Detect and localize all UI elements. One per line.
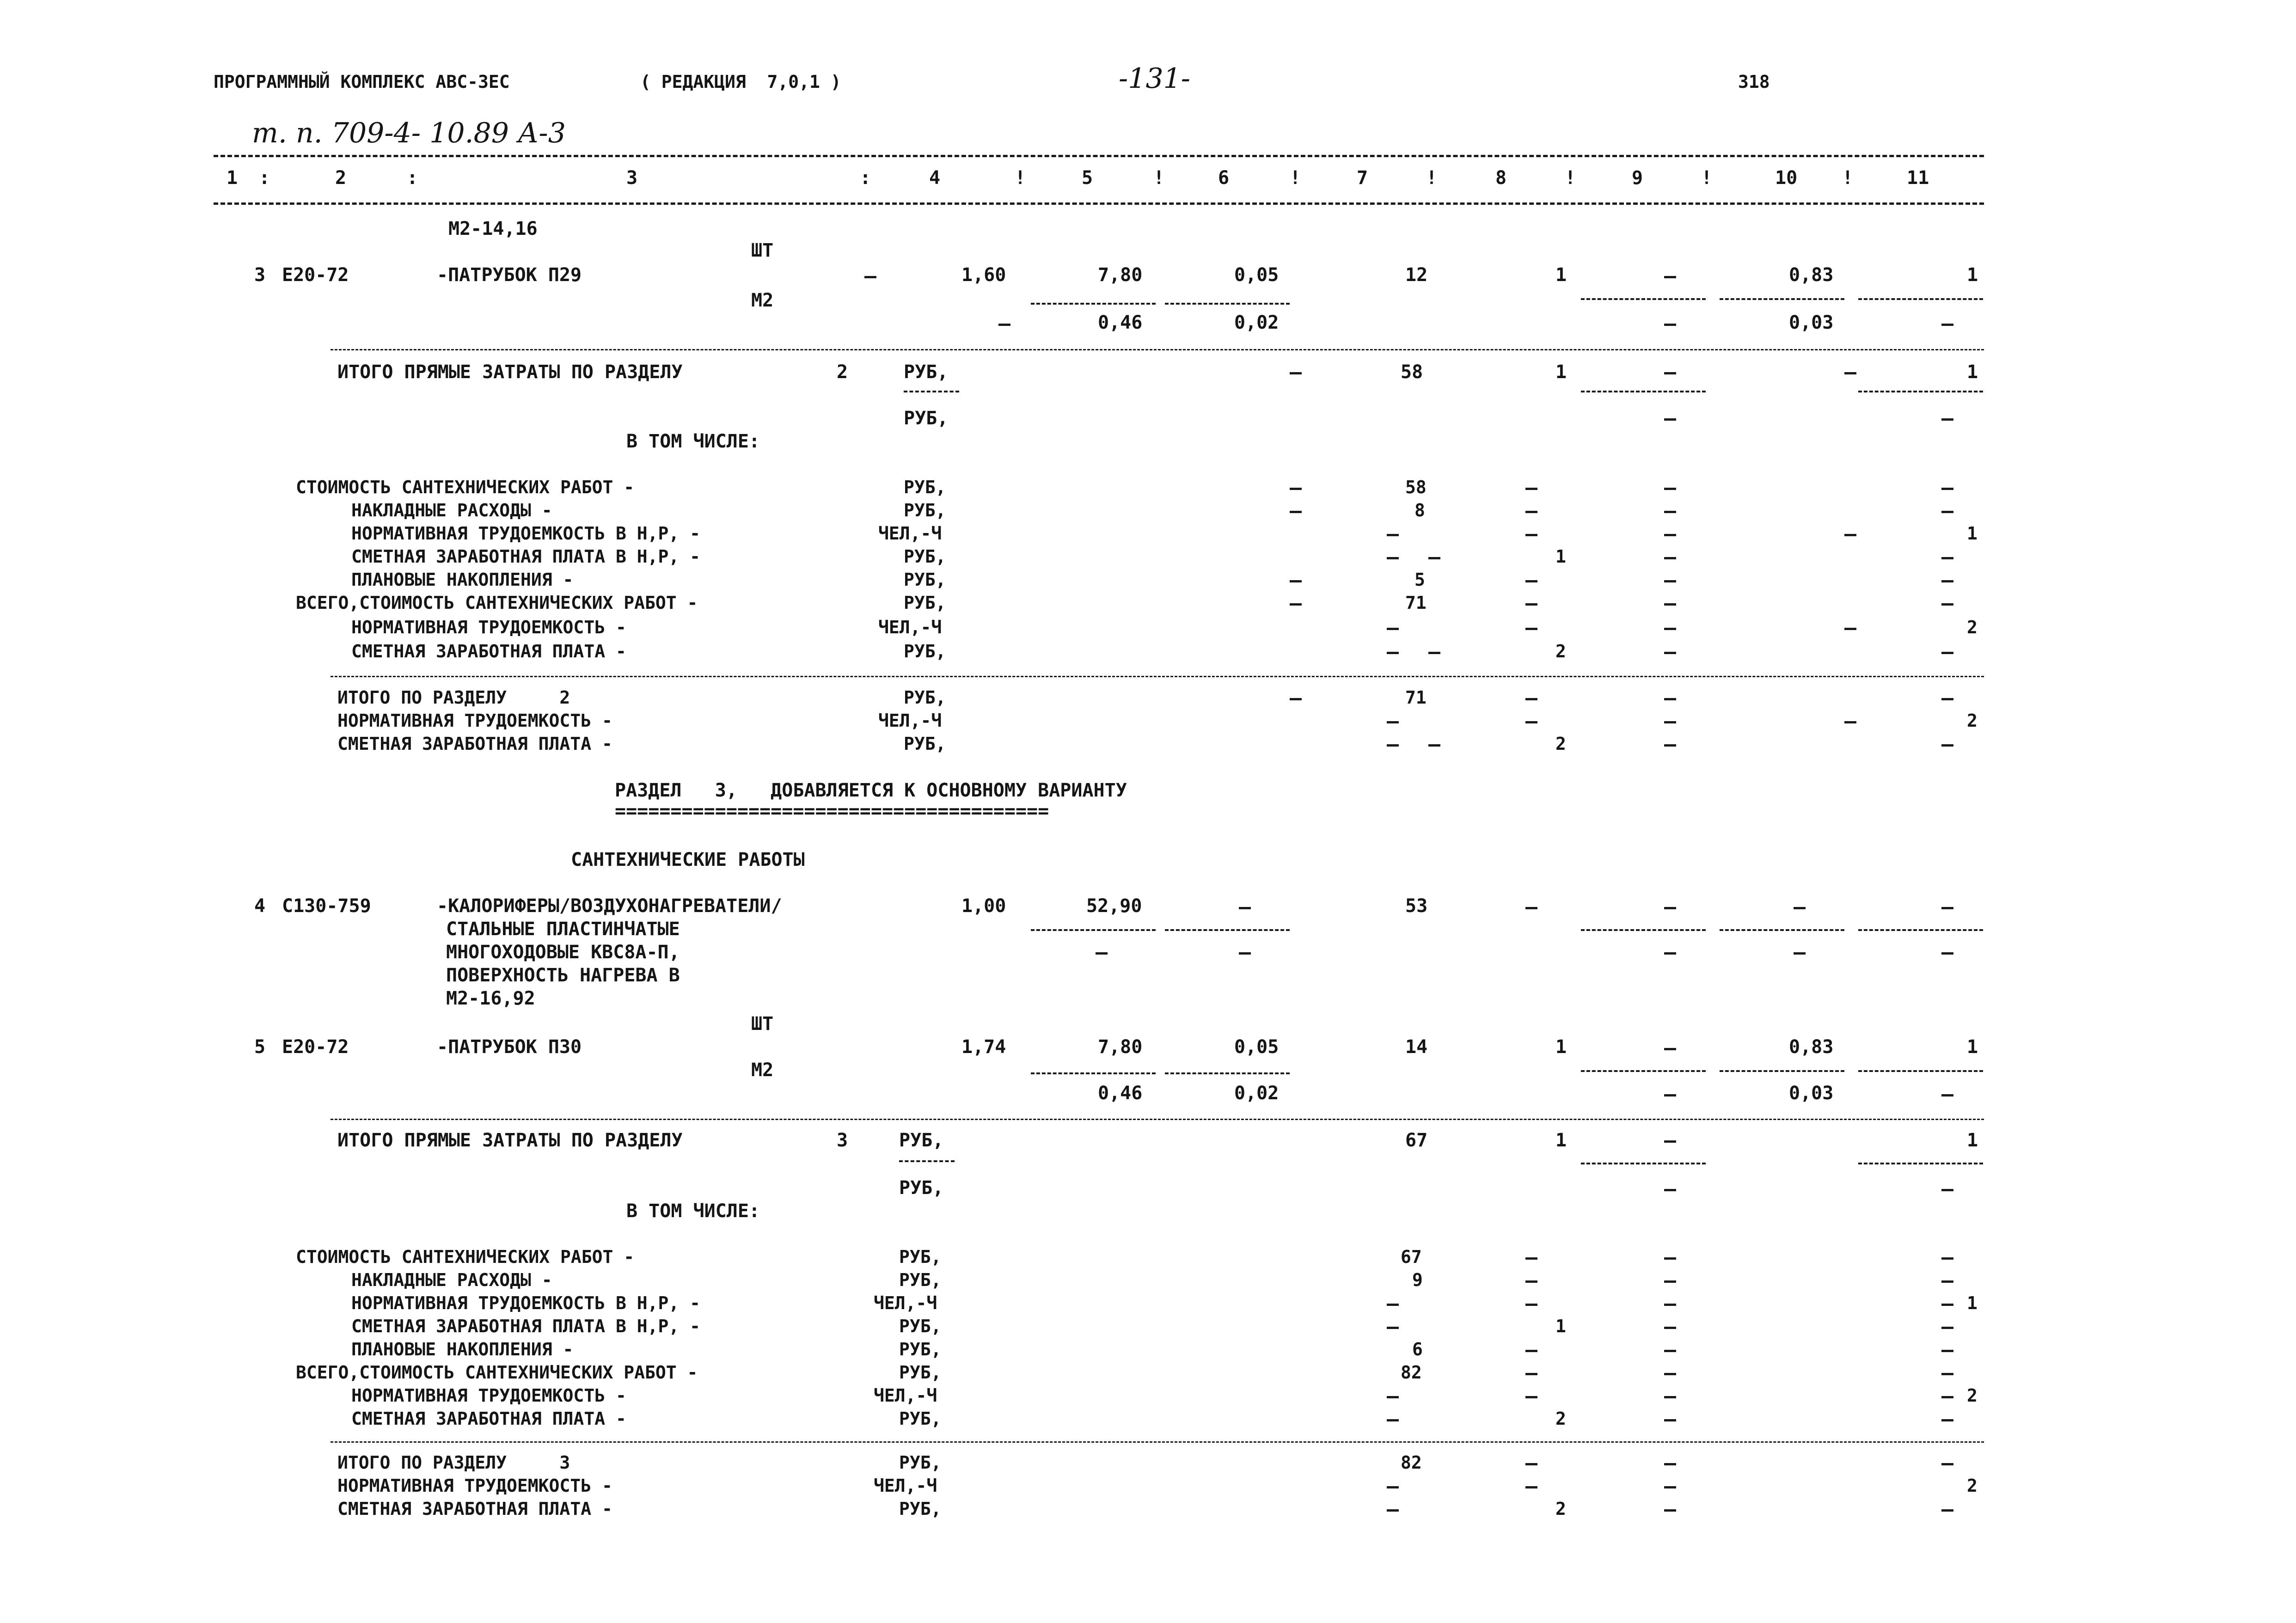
empty-dash — [1290, 372, 1302, 374]
unit-label: РУБ, — [899, 1499, 942, 1519]
col-sep: : — [407, 167, 418, 189]
col-header-10: 10 — [1775, 167, 1798, 189]
empty-dash — [1525, 698, 1537, 700]
cell-price: 7,80 — [1098, 264, 1143, 286]
cell-col8: 2 — [1555, 1499, 1566, 1519]
empty-dash — [1664, 534, 1676, 536]
empty-dash — [1525, 1463, 1537, 1465]
empty-dash — [1290, 698, 1302, 700]
unit-label: РУБ, — [899, 1130, 944, 1151]
breakdown-label: СМЕТНАЯ ЗАРАБОТНАЯ ПЛАТА - — [351, 641, 626, 661]
cell-wage: 0,05 — [1234, 264, 1279, 286]
unit-label: РУБ, — [899, 1270, 942, 1290]
cell-col8: 1 — [1555, 546, 1566, 567]
cell-col11: 2 — [1967, 710, 1978, 731]
empty-dash — [1664, 1189, 1676, 1191]
empty-dash — [1664, 1304, 1676, 1306]
section-rule — [331, 676, 1984, 677]
row5-unit-m2: М2 — [751, 1060, 774, 1081]
cell-col11: 2 — [1967, 1476, 1978, 1496]
cell-total: 67 — [1405, 1130, 1428, 1151]
program-title: ПРОГРАММНЫЙ КОМПЛЕКС АВС-ЗЕС — [214, 72, 510, 92]
row-description: МНОГОХОДОВЫЕ КВС8А-П, — [446, 942, 680, 963]
unit-label: РУБ, — [904, 408, 949, 429]
empty-dash — [1941, 580, 1953, 582]
breakdown-label: НОРМАТИВНАЯ ТРУДОЕМКОСТЬ В Н,Р, - — [351, 523, 700, 544]
unit-label: РУБ, — [904, 687, 946, 708]
empty-dash — [1941, 1327, 1953, 1329]
empty-dash — [1525, 721, 1537, 723]
cell-total: 14 — [1405, 1036, 1428, 1058]
cell-quantity: 1,74 — [961, 1036, 1006, 1058]
unit-label: РУБ, — [904, 500, 946, 521]
empty-dash — [1664, 1373, 1676, 1375]
cell-col8: 1 — [1555, 1316, 1566, 1336]
unit-label: РУБ, — [904, 593, 946, 613]
empty-dash — [1664, 324, 1676, 326]
subsection-heading: САНТЕХНИЧЕСКИЕ РАБОТЫ — [571, 849, 805, 870]
section-number: 2 — [837, 361, 848, 383]
sub-rule — [1720, 929, 1844, 931]
col-sep: ! — [1842, 167, 1854, 189]
row3-unit-m2: М2 — [751, 290, 774, 311]
empty-dash — [1941, 1350, 1953, 1352]
empty-dash — [1941, 511, 1953, 513]
empty-dash — [1941, 324, 1953, 326]
empty-dash — [998, 324, 1010, 326]
cell-total: 9 — [1412, 1270, 1423, 1290]
unit-label: РУБ, — [904, 361, 949, 383]
empty-dash — [1525, 1280, 1537, 1283]
sub-rule — [904, 391, 959, 392]
empty-dash — [1290, 511, 1302, 513]
sub-rule — [1581, 391, 1706, 392]
cell-total: 6 — [1412, 1339, 1423, 1360]
totals-label: СМЕТНАЯ ЗАРАБОТНАЯ ПЛАТА - — [337, 1499, 612, 1519]
cell-total: 12 — [1405, 264, 1428, 286]
subheading-including: В ТОМ ЧИСЛЕ: — [626, 431, 760, 452]
section-3-title: РАЗДЕЛ 3, ДОБАВЛЯЕТСЯ К ОСНОВНОМУ ВАРИАНТУ — [615, 780, 1127, 801]
row3-unit-area: М2-14,16 — [448, 218, 538, 239]
cell-col8: 1 — [1555, 1130, 1567, 1151]
cell-price: 52,90 — [1086, 895, 1142, 917]
sub-rule — [1858, 1070, 1983, 1072]
totals-label: ИТОГО ПО РАЗДЕЛУ 2 — [337, 687, 570, 708]
cell-wage: 0,05 — [1234, 1036, 1279, 1058]
row-description: ПОВЕРХНОСТЬ НАГРЕВА В — [446, 965, 680, 986]
empty-dash — [1941, 1189, 1953, 1191]
empty-dash — [1525, 628, 1537, 630]
empty-dash — [1664, 721, 1676, 723]
cell-col8: 2 — [1555, 641, 1566, 661]
empty-dash — [1525, 511, 1537, 513]
col-header-4: 4 — [929, 167, 941, 189]
unit-label: РУБ, — [899, 1247, 942, 1267]
empty-dash — [1941, 1396, 1953, 1398]
empty-dash — [1387, 557, 1399, 559]
row3-unit-sht: ШТ — [751, 240, 774, 261]
empty-dash — [1941, 603, 1953, 606]
empty-dash — [1664, 1463, 1676, 1465]
col-header-5: 5 — [1082, 167, 1093, 189]
empty-dash — [1941, 488, 1953, 490]
edition-label: ( РЕДАКЦИЯ 7,0,1 ) — [640, 72, 841, 92]
empty-dash — [1664, 1094, 1676, 1096]
col-header-9: 9 — [1632, 167, 1643, 189]
breakdown-label: НАКЛАДНЫЕ РАСХОДЫ - — [351, 1270, 552, 1290]
cell-total: 82 — [1401, 1362, 1422, 1383]
row-description: -КАЛОРИФЕРЫ/ВОЗДУХОНАГРЕВАТЕЛИ/ — [437, 895, 782, 917]
row-code: С130-759 — [282, 895, 371, 917]
col-header-8: 8 — [1495, 167, 1507, 189]
empty-dash — [1525, 1486, 1537, 1488]
empty-dash — [1664, 1048, 1676, 1050]
empty-dash — [1239, 907, 1251, 909]
empty-dash — [1387, 721, 1399, 723]
subheading-including: В ТОМ ЧИСЛЕ: — [626, 1200, 760, 1222]
col-sep: : — [860, 167, 871, 189]
empty-dash — [1525, 1257, 1537, 1260]
unit-label: ЧЕЛ,-Ч — [874, 1385, 937, 1406]
empty-dash — [1387, 744, 1399, 747]
header-bottom-rule — [214, 202, 1984, 205]
handwritten-page-number: -131- — [1119, 62, 1191, 95]
breakdown-label: НОРМАТИВНАЯ ТРУДОЕМКОСТЬ - — [351, 617, 626, 637]
sub-rule — [1858, 929, 1983, 931]
empty-dash — [1844, 534, 1856, 536]
unit-label: РУБ, — [899, 1316, 942, 1336]
empty-dash — [1428, 744, 1440, 747]
empty-dash — [1844, 721, 1856, 723]
sub-rule — [1858, 1163, 1983, 1164]
sub-rule — [1165, 303, 1290, 305]
breakdown-label: НОРМАТИВНАЯ ТРУДОЕМКОСТЬ В Н,Р, - — [351, 1293, 700, 1313]
col-header-1: 1 — [227, 167, 238, 189]
empty-dash — [1387, 1304, 1399, 1306]
breakdown-label: НОРМАТИВНАЯ ТРУДОЕМКОСТЬ - — [351, 1385, 626, 1406]
sub-rule — [1858, 298, 1983, 300]
cell-col8: 1 — [1555, 361, 1567, 383]
cell-col10: 0,83 — [1789, 1036, 1834, 1058]
empty-dash — [1428, 557, 1440, 559]
unit-label: РУБ, — [899, 1452, 942, 1473]
cell-total: 8 — [1414, 500, 1425, 521]
cell-col11: 2 — [1967, 617, 1978, 637]
empty-dash — [1387, 1509, 1399, 1512]
totals-label: НОРМАТИВНАЯ ТРУДОЕМКОСТЬ - — [337, 1476, 612, 1496]
cell-price: 7,80 — [1098, 1036, 1143, 1058]
empty-dash — [1664, 603, 1676, 606]
empty-dash — [1290, 580, 1302, 582]
empty-dash — [1664, 1140, 1676, 1143]
cell-col8: 2 — [1555, 1409, 1566, 1429]
sub-rule — [1581, 929, 1706, 931]
unit-label: ЧЕЛ,-Ч — [878, 617, 942, 637]
page-number: 318 — [1738, 72, 1770, 92]
section-rule — [331, 349, 1984, 350]
unit-label: ЧЕЛ,-Ч — [878, 710, 942, 731]
sub-rule — [1031, 303, 1156, 305]
empty-dash — [1290, 603, 1302, 606]
cell-total: 5 — [1414, 570, 1425, 590]
empty-dash — [1525, 534, 1537, 536]
breakdown-label: СМЕТНАЯ ЗАРАБОТНАЯ ПЛАТА - — [351, 1409, 626, 1429]
unit-label: РУБ, — [899, 1339, 942, 1360]
empty-dash — [1525, 1350, 1537, 1352]
empty-dash — [1525, 488, 1537, 490]
empty-dash — [1794, 907, 1806, 909]
empty-dash — [1664, 1396, 1676, 1398]
empty-dash — [1664, 488, 1676, 490]
empty-dash — [1941, 907, 1953, 909]
cell-col11: 1 — [1967, 361, 1978, 383]
empty-dash — [1525, 603, 1537, 606]
row-code: Е20-72 — [282, 264, 349, 286]
cell-price: 0,46 — [1098, 312, 1143, 333]
sub-rule — [1165, 929, 1290, 931]
empty-dash — [1844, 628, 1856, 630]
cell-wage: 0,02 — [1234, 1083, 1279, 1104]
col-header-11: 11 — [1907, 167, 1929, 189]
empty-dash — [1941, 652, 1953, 654]
section-rule — [331, 1441, 1984, 1443]
row-number: 3 — [254, 264, 266, 286]
cell-total: 82 — [1401, 1452, 1422, 1473]
breakdown-label: СТОИМОСТЬ САНТЕХНИЧЕСКИХ РАБОТ - — [296, 1247, 635, 1267]
row-description: -ПАТРУБОК П30 — [437, 1036, 582, 1058]
empty-dash — [1664, 652, 1676, 654]
cell-col11: 1 — [1967, 1130, 1978, 1151]
empty-dash — [1941, 557, 1953, 559]
col-sep: ! — [1153, 167, 1165, 189]
sub-rule — [1720, 1070, 1844, 1072]
empty-dash — [1428, 652, 1440, 654]
cell-total: 58 — [1405, 477, 1427, 497]
sub-rule — [1858, 391, 1983, 392]
empty-dash — [1664, 907, 1676, 909]
empty-dash — [1664, 628, 1676, 630]
sub-rule — [1581, 1163, 1706, 1164]
row-description: М2-16,92 — [446, 988, 535, 1009]
totals-label: СМЕТНАЯ ЗАРАБОТНАЯ ПЛАТА - — [337, 734, 612, 754]
sub-rule — [1720, 298, 1844, 300]
sub-rule — [1581, 298, 1706, 300]
empty-dash — [1387, 628, 1399, 630]
unit-label: РУБ, — [904, 477, 946, 497]
breakdown-label: ПЛАНОВЫЕ НАКОПЛЕНИЯ - — [351, 570, 574, 590]
cell-quantity: 1,00 — [961, 895, 1006, 917]
empty-dash — [1941, 418, 1953, 421]
cell-price: 0,46 — [1098, 1083, 1143, 1104]
cell-col8: 1 — [1555, 1036, 1567, 1058]
empty-dash — [1525, 907, 1537, 909]
totals-label: ИТОГО ПО РАЗДЕЛУ 3 — [337, 1452, 570, 1473]
cell-col10: 0,83 — [1789, 264, 1834, 286]
header-top-rule — [214, 155, 1984, 157]
empty-dash — [1290, 488, 1302, 490]
empty-dash — [1941, 1419, 1953, 1421]
breakdown-label: СМЕТНАЯ ЗАРАБОТНАЯ ПЛАТА В Н,Р, - — [351, 546, 700, 567]
col-header-7: 7 — [1357, 167, 1368, 189]
cell-total: 53 — [1405, 895, 1428, 917]
empty-dash — [1941, 1094, 1953, 1096]
empty-dash — [1844, 372, 1856, 374]
row-description: -ПАТРУБОК П29 — [437, 264, 582, 286]
cell-total: 58 — [1401, 361, 1423, 383]
empty-dash — [1525, 580, 1537, 582]
empty-dash — [1664, 557, 1676, 559]
empty-dash — [1941, 1509, 1953, 1512]
cell-col11: 1 — [1967, 1036, 1978, 1058]
empty-dash — [1664, 580, 1676, 582]
cell-total: 71 — [1405, 687, 1427, 708]
unit-label: РУБ, — [904, 734, 946, 754]
empty-dash — [1941, 744, 1953, 747]
row-number: 4 — [254, 895, 266, 917]
cell-wage: 0,02 — [1234, 312, 1279, 333]
empty-dash — [1794, 952, 1806, 955]
empty-dash — [1387, 1486, 1399, 1488]
empty-dash — [1664, 372, 1676, 374]
empty-dash — [1664, 1257, 1676, 1260]
row-code: Е20-72 — [282, 1036, 349, 1058]
cell-col11: 1 — [1967, 264, 1978, 286]
unit-label: РУБ, — [904, 570, 946, 590]
empty-dash — [1387, 1396, 1399, 1398]
cell-col8: 1 — [1555, 264, 1567, 286]
unit-label: ЧЕЛ,-Ч — [874, 1293, 937, 1313]
totals-label: ИТОГО ПРЯМЫЕ ЗАТРАТЫ ПО РАЗДЕЛУ — [337, 1130, 683, 1151]
unit-label: РУБ, — [904, 546, 946, 567]
sub-rule — [1031, 929, 1156, 931]
col-sep: : — [259, 167, 270, 189]
empty-dash — [1664, 698, 1676, 700]
empty-dash — [1387, 652, 1399, 654]
unit-label: ЧЕЛ,-Ч — [874, 1476, 937, 1496]
empty-dash — [1664, 511, 1676, 513]
cell-total: 71 — [1405, 593, 1427, 613]
section-number: 3 — [837, 1130, 848, 1151]
sub-rule — [899, 1160, 955, 1162]
empty-dash — [1941, 698, 1953, 700]
unit-label: ЧЕЛ,-Ч — [878, 523, 942, 544]
empty-dash — [1387, 534, 1399, 536]
col-sep: ! — [1701, 167, 1713, 189]
section-rule — [331, 1119, 1984, 1120]
section-3-underline: ======================================= — [615, 801, 1049, 822]
col-header-2: 2 — [335, 167, 347, 189]
unit-label: РУБ, — [899, 1362, 942, 1383]
empty-dash — [1664, 952, 1676, 955]
sub-rule — [1581, 1070, 1706, 1072]
empty-dash — [1525, 1304, 1537, 1306]
empty-dash — [1941, 1257, 1953, 1260]
cell-col11: 2 — [1967, 1385, 1978, 1406]
cell-col10: 0,03 — [1789, 312, 1834, 333]
cell-col11: 1 — [1967, 523, 1978, 544]
empty-dash — [1664, 276, 1676, 278]
handwritten-reference: т. п. 709-4- 10.89 А-3 — [252, 117, 566, 149]
sub-rule — [1165, 1072, 1290, 1074]
sub-rule — [1031, 1072, 1156, 1074]
col-sep: ! — [1290, 167, 1301, 189]
unit-label: РУБ, — [899, 1409, 942, 1429]
empty-dash — [1664, 1280, 1676, 1283]
empty-dash — [1941, 1304, 1953, 1306]
empty-dash — [1387, 1327, 1399, 1329]
empty-dash — [1664, 1486, 1676, 1488]
row-description: СТАЛЬНЫЕ ПЛАСТИНЧАТЫЕ — [446, 919, 680, 940]
empty-dash — [1664, 744, 1676, 747]
empty-dash — [1941, 1280, 1953, 1283]
empty-dash — [1387, 1419, 1399, 1421]
empty-dash — [1941, 952, 1953, 955]
totals-label: ИТОГО ПРЯМЫЕ ЗАТРАТЫ ПО РАЗДЕЛУ — [337, 361, 683, 383]
empty-dash — [864, 276, 876, 278]
empty-dash — [1525, 1373, 1537, 1375]
unit-label: РУБ, — [899, 1177, 944, 1199]
breakdown-label: ПЛАНОВЫЕ НАКОПЛЕНИЯ - — [351, 1339, 574, 1360]
breakdown-label: ВСЕГО,СТОИМОСТЬ САНТЕХНИЧЕСКИХ РАБОТ - — [296, 1362, 698, 1383]
col-sep: ! — [1426, 167, 1438, 189]
col-sep: ! — [1015, 167, 1026, 189]
row-number: 5 — [254, 1036, 266, 1058]
col-sep: ! — [1565, 167, 1576, 189]
empty-dash — [1941, 1463, 1953, 1465]
col-header-3: 3 — [626, 167, 638, 189]
col-header-6: 6 — [1218, 167, 1230, 189]
empty-dash — [1525, 1396, 1537, 1398]
empty-dash — [1239, 952, 1251, 955]
empty-dash — [1664, 1350, 1676, 1352]
cell-col10: 0,03 — [1789, 1083, 1834, 1104]
empty-dash — [1664, 418, 1676, 421]
breakdown-label: СМЕТНАЯ ЗАРАБОТНАЯ ПЛАТА В Н,Р, - — [351, 1316, 700, 1336]
cell-quantity: 1,60 — [961, 264, 1006, 286]
cell-total: 67 — [1401, 1247, 1422, 1267]
empty-dash — [1941, 1373, 1953, 1375]
row5-unit-sht: ШТ — [751, 1013, 774, 1035]
breakdown-label: СТОИМОСТЬ САНТЕХНИЧЕСКИХ РАБОТ - — [296, 477, 635, 497]
empty-dash — [1664, 1327, 1676, 1329]
empty-dash — [1664, 1509, 1676, 1512]
empty-dash — [1664, 1419, 1676, 1421]
empty-dash — [1096, 952, 1108, 955]
totals-label: НОРМАТИВНАЯ ТРУДОЕМКОСТЬ - — [337, 710, 612, 731]
cell-col11: 1 — [1967, 1293, 1978, 1313]
breakdown-label: ВСЕГО,СТОИМОСТЬ САНТЕХНИЧЕСКИХ РАБОТ - — [296, 593, 698, 613]
unit-label: РУБ, — [904, 641, 946, 661]
breakdown-label: НАКЛАДНЫЕ РАСХОДЫ - — [351, 500, 552, 521]
cell-col8: 2 — [1555, 734, 1566, 754]
